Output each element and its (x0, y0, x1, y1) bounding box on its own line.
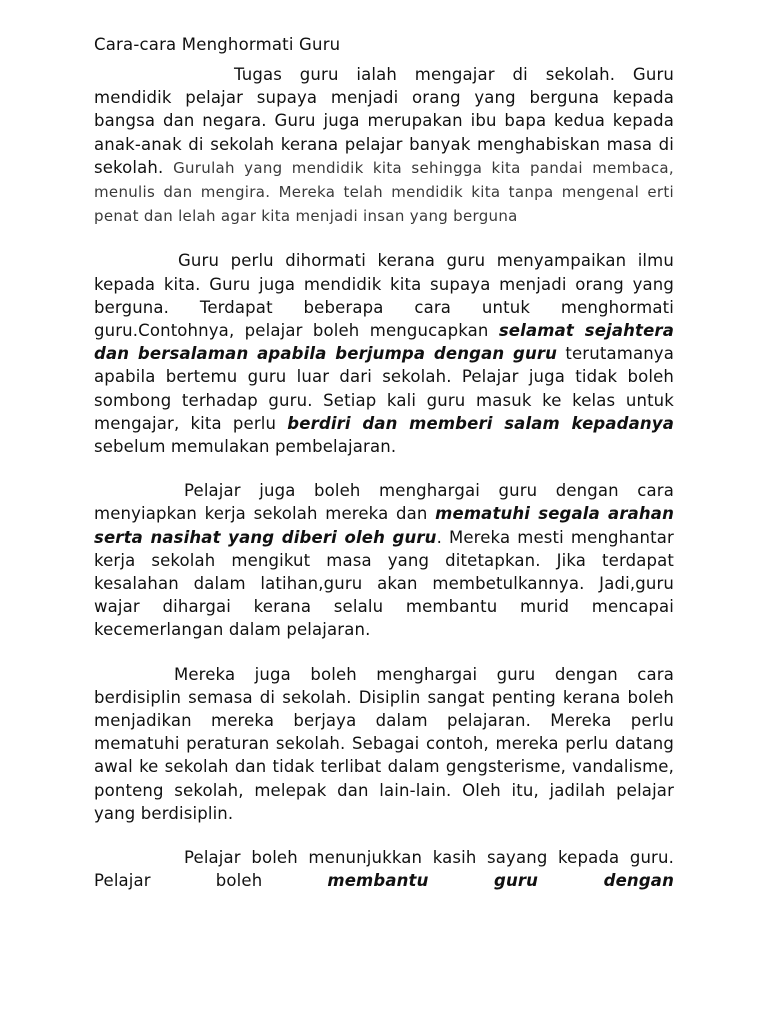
paragraph-5 (94, 846, 674, 892)
paragraph-5-text-a: Pelajar boleh menunjukkan kasih sayang kepada guru. Pelajar boleh (94, 848, 674, 891)
paragraph-1-main: Tugas guru ialah mengajar di sekolah. Guru mendidik pelajar supaya menjadi orang yang berguna kepada bangsa dan negara. Guru juga merupakan ibu bapa kedua kepada anak-anak di sekolah kerana pelajar banyak menghabiskan masa di sekolah. (94, 65, 674, 177)
paragraph-3-emphasis-1: mematuhi segala arahan serta nasihat yang diberi oleh guru (94, 504, 674, 547)
paragraph-2-emphasis-2: berdiri dan memberi salam kepadanya (287, 413, 674, 433)
paragraph-1 (94, 63, 674, 228)
paragraph-3 (94, 479, 674, 641)
paragraph-3-text-a: Pelajar juga boleh menghargai guru dengan cara menyiapkan kerja sekolah mereka dan (94, 481, 674, 524)
paragraph-3-text-b: . Mereka mesti menghantar kerja sekolah mengikut masa yang ditetapkan. Jika terdapat kesalahan dalam latihan,guru akan membetulkannya. Jadi,guru wajar dihargai kerana selalu membantu murid mencapai kecemerlangan dalam pelajaran. (94, 527, 674, 640)
document-title: Cara-cara Menghormati Guru (94, 35, 341, 54)
paragraph-2 (94, 249, 674, 458)
paragraph-2-text-b: terutamanya apabila bertemu guru luar dari sekolah. Pelajar juga tidak boleh sombong terhadap guru. Setiap kali guru masuk ke kelas untuk mengajar, kita perlu (94, 344, 674, 433)
paragraph-2-text-c: sebelum memulakan pembelajaran. (94, 437, 397, 457)
document-page (94, 33, 674, 893)
paragraph-2-text-a: Guru perlu dihormati kerana guru menyampaikan ilmu kepada kita. Guru juga mendidik kita supaya menjadi orang yang berguna. Terdapat beberapa cara untuk menghormati guru.Contohnya, pelajar boleh mengucapkan (94, 251, 674, 341)
paragraph-2-emphasis-1: selamat sejahtera dan bersalaman apabila berjumpa dengan guru (94, 321, 674, 364)
paragraph-4-text: Mereka juga boleh menghargai guru dengan cara berdisiplin semasa di sekolah. Disiplin sangat penting kerana boleh menjadikan mereka berjaya dalam pelajaran. Mereka perlu mematuhi peraturan sekolah. Sebagai contoh, mereka perlu datang awal ke sekolah dan tidak terlibat dalam gengsterisme, vandalisme, ponteng sekolah, melepak dan lain-lain. Oleh itu, jadilah pelajar yang berdisiplin. (94, 664, 674, 823)
paragraph-1-soft: Gurulah yang mendidik kita sehingga kita pandai membaca, menulis dan mengira. Mereka telah mendidik kita tanpa mengenal erti penat dan lelah agar kita menjadi insan yang berguna (94, 158, 674, 226)
paragraph-4 (94, 663, 674, 825)
paragraph-5-emphasis-1: membantu guru dengan (327, 871, 674, 891)
